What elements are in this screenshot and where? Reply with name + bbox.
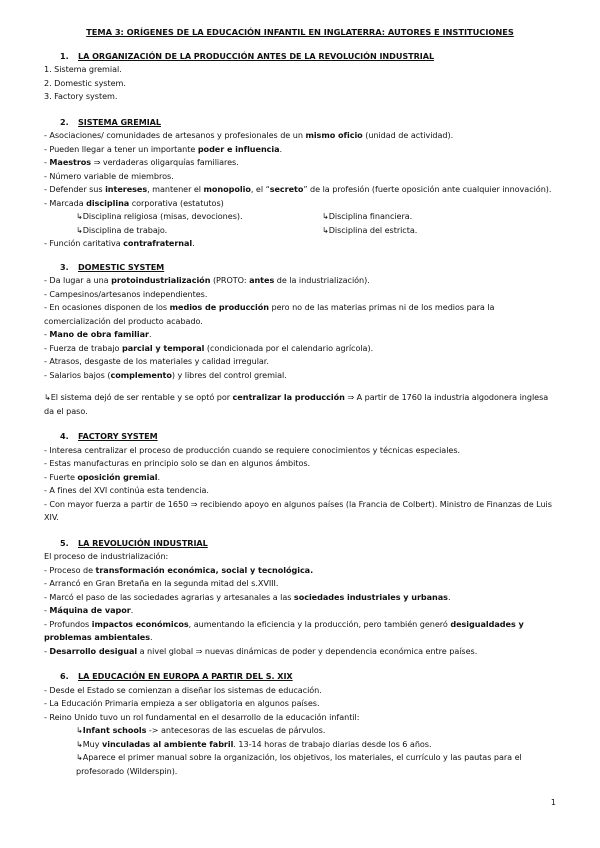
section-number: 5. [60, 537, 69, 548]
document-title: TEMA 3: ORÍGENES DE LA EDUCACIÓN INFANTIL EN INGLATERRA: AUTORES E INSTITUCIONES [86, 27, 514, 37]
paragraph-line: - En ocasiones disponen de los medios de producción pero no de las materias primas ni de los medios para la comercialización del producto acabado. [44, 302, 495, 326]
discipline-item: ↳Disciplina religiosa (misas, devociones). [76, 211, 243, 221]
section-number: 2. [60, 116, 69, 127]
paragraph-line: - Fuerte oposición gremial. [44, 471, 161, 482]
list-item: 3. Factory system. [44, 91, 118, 101]
section-3-heading [44, 261, 556, 275]
paragraph-line: - Con mayor fuerza a partir de 1650 ⇒ recibiendo apoyo en algunos países (la Francia de Colbert). Ministro de Finanzas de Luis XIV. [44, 498, 552, 522]
paragraph-line: - Marcada disciplina corporativa (estatutos) [44, 197, 224, 208]
note-line: ↳El sistema dejó de ser rentable y se optó por centralizar la producción ⇒ A partir de 1760 la industria algodonera inglesa da el paso. [44, 392, 549, 416]
section-title: LA ORGANIZACIÓN DE LA PRODUCCIÓN ANTES DE LA REVOLUCIÓN INDUSTRIAL [78, 50, 435, 61]
list-item: 2. Domestic system. [44, 77, 126, 88]
paragraph-line: El proceso de industrialización: [44, 551, 169, 561]
discipline-item: ↳Disciplina del estricta. [322, 224, 418, 235]
section-title: LA REVOLUCIÓN INDUSTRIAL [78, 537, 208, 548]
paragraph-line: - Máquina de vapor. [44, 605, 134, 615]
section-number: 1. [60, 50, 69, 61]
paragraph-line: - A fines del XVI continúa esta tendencia. [44, 485, 209, 495]
paragraph-line: - Número variable de miembros. [44, 170, 174, 181]
paragraph-line: - Maestros ⇒ verdaderas oligarquías familiares. [44, 157, 239, 167]
section-number: 3. [60, 261, 69, 272]
discipline-item: ↳Disciplina de trabajo. [76, 224, 168, 235]
paragraph-line: - Profundos impactos económicos, aumentando la eficiencia y la producción, pero también generó desigualdades y problemas ambientales. [44, 618, 524, 642]
paragraph-line: - Defender sus intereses, mantener el monopolio, el “secreto” de la profesión (fuerte oposición ante cualquier innovación). [44, 184, 552, 194]
paragraph-line: - Da lugar a una protoindustrialización (PROTO: antes de la industrialización). [44, 275, 370, 285]
paragraph-line: - Mano de obra familiar. [44, 329, 152, 339]
paragraph-line: - Estas manufacturas en principio solo se dan en algunos ámbitos. [44, 458, 311, 468]
paragraph-line: - La Educación Primaria empieza a ser obligatoria en algunos países. [44, 698, 320, 708]
section-number: 4. [60, 431, 69, 441]
section-number: 6. [60, 671, 69, 681]
section-title: SISTEMA GREMIAL [78, 116, 161, 127]
sub-item: ↳Aparece el primer manual sobre la organización, los objetivos, los materiales, el currículo y las pautas para el profesorado (Wilderspin). [76, 752, 522, 776]
section-2-heading [44, 116, 556, 130]
discipline-item: ↳Disciplina financiera. [322, 211, 413, 221]
section-4-heading [44, 430, 556, 444]
paragraph-line: - Marcó el paso de las sociedades agrarias y artesanales a las sociedades industriales y urbanas. [44, 591, 451, 602]
paragraph-line: - Salarios bajos (complemento) y libres del control gremial. [44, 369, 287, 380]
paragraph-line: - Proceso de transformación económica, social y tecnológica. [44, 564, 314, 575]
paragraph-line: - Función caritativa contrafraternal. [44, 238, 195, 248]
document-page [44, 26, 556, 778]
section-5-heading [44, 537, 556, 551]
paragraph-line: - Arrancó en Gran Bretaña en la segunda mitad del s.XVIII. [44, 578, 279, 588]
paragraph-line: - Atrasos, desgaste de los materiales y calidad irregular. [44, 356, 269, 366]
list-item: 1. Sistema gremial. [44, 64, 122, 74]
paragraph-line: - Fuerza de trabajo parcial y temporal (condicionada por el calendario agrícola). [44, 342, 374, 353]
section-6-heading [44, 670, 556, 684]
paragraph-line: - Reino Unido tuvo un rol fundamental en el desarrollo de la educación infantil: [44, 711, 360, 722]
page-number: 1 [550, 798, 556, 807]
section-title: DOMESTIC SYSTEM [78, 261, 165, 272]
sub-item: ↳Infant schools -> antecesoras de las escuelas de párvulos. [76, 725, 326, 735]
discipline-row [44, 224, 556, 238]
paragraph-line: - Interesa centralizar el proceso de producción cuando se requiere conocimientos y técnicas especiales. [44, 444, 461, 455]
sub-item: ↳Muy vinculadas al ambiente fabril. 13-14 horas de trabajo diarias desde los 6 años. [76, 738, 432, 749]
section-1-heading [44, 50, 556, 64]
paragraph-line: - Desarrollo desigual a nivel global ⇒ nuevas dinámicas de poder y dependencia económica entre países. [44, 645, 478, 656]
section-title: FACTORY SYSTEM [78, 431, 158, 441]
paragraph-line: - Asociaciones/ comunidades de artesanos y profesionales de un mismo oficio (unidad de actividad). [44, 130, 454, 140]
paragraph-line: - Pueden llegar a tener un importante poder e influencia. [44, 143, 283, 154]
paragraph-line: - Campesinos/artesanos independientes. [44, 288, 208, 299]
discipline-row [44, 210, 556, 224]
section-title: LA EDUCACIÓN EN EUROPA A PARTIR DEL S. XIX [78, 671, 293, 681]
paragraph-line: - Desde el Estado se comienzan a diseñar los sistemas de educación. [44, 684, 322, 695]
